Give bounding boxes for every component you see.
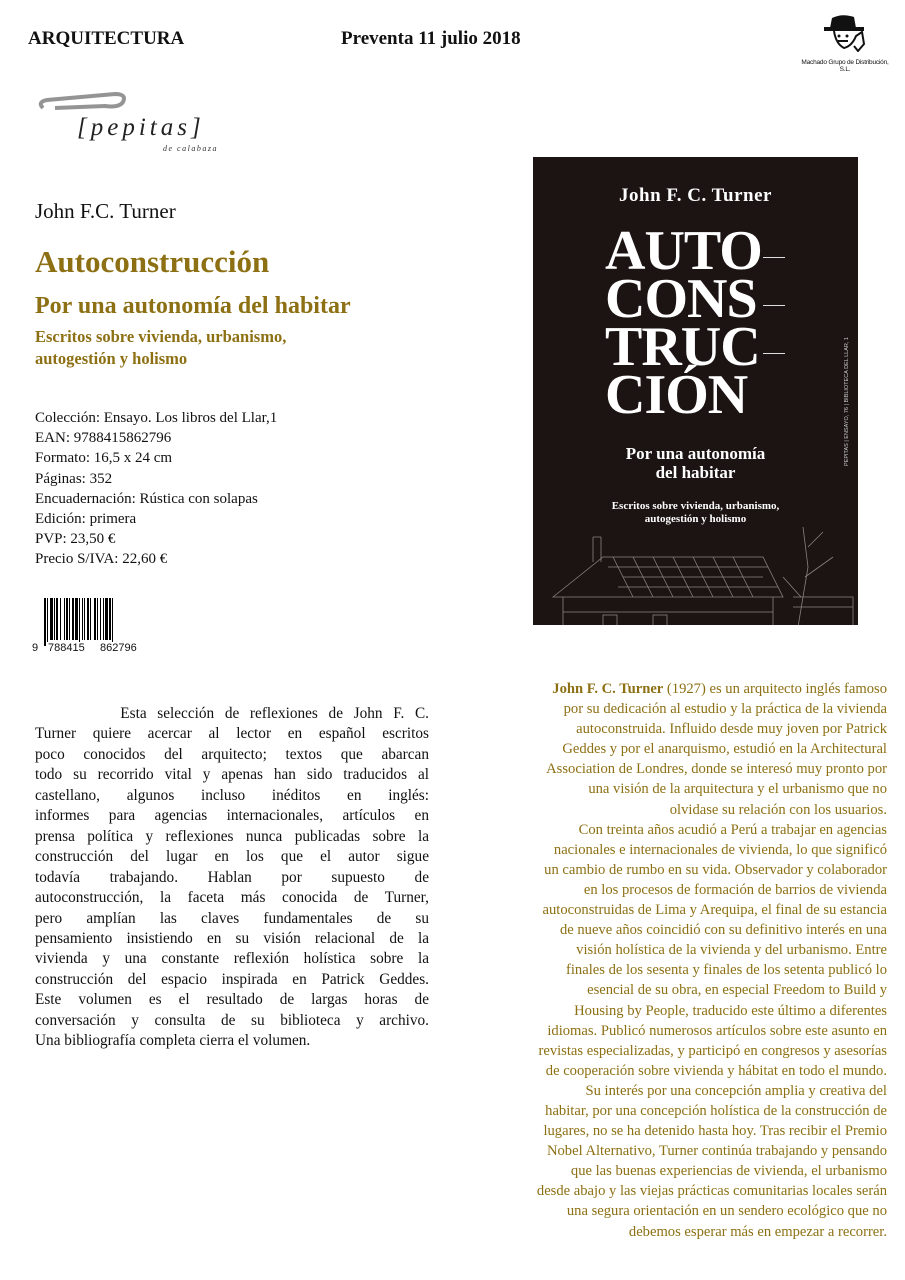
cover-title <box>605 220 762 426</box>
description-line: informes para agencias internacionales, artículos en <box>35 807 429 825</box>
publisher-sub: de calabaza <box>163 144 218 153</box>
bio-line: desde abajo y las viejas prácticas comunitarias locales serán <box>536 1183 887 1200</box>
cover-subsubtitle-line: Escritos sobre vivienda, urbanismo, <box>611 500 780 512</box>
bio-line: revistas especializadas, y participó en congresos y asesorías <box>538 1042 887 1059</box>
bio-line: de nueve años coincidió con su definitivo interés en una <box>559 922 887 939</box>
meta-binding: Encuadernación: Rústica con solapas <box>35 490 258 507</box>
description-line: conversación y consulta de su biblioteca y archivo. <box>35 1011 429 1029</box>
barcode-bar <box>87 598 89 640</box>
bio-line: por su dedicación al estudio y la práctica de la vivienda <box>563 701 887 718</box>
bio-line: que las buenas experiencias de vivienda, el urbanismo <box>570 1163 887 1180</box>
bio-line: autoconstruidas de Lima y Arequipa, el final de su estancia <box>542 902 887 919</box>
bio-line: Su interés por una concepción amplia y creativa del <box>585 1082 887 1099</box>
barcode-bar <box>44 598 46 646</box>
bio-line: nacionales e internacionales de vivienda, lo que significó <box>553 841 887 858</box>
bio-line: finales de los sesenta y finales de los setenta publicó lo <box>566 962 887 979</box>
description-line: construcción del lugar en los que el autor sigue <box>35 848 429 866</box>
bio-line: esencial de su obra, en especial Freedom to Build y <box>587 982 887 999</box>
bio-line: de cooperación sobre vivienda y hábitat en todo el mundo. <box>545 1062 887 1079</box>
distributor-logo <box>800 14 890 73</box>
description-line: todavía trabajando. Hablan por supuesto de <box>35 868 429 886</box>
barcode-bar <box>90 598 91 640</box>
bio-line: olvidase su relación con los usuarios. <box>669 801 887 818</box>
book-author: John F.C. Turner <box>35 199 176 223</box>
barcode-bar <box>82 598 83 640</box>
hyphen-rule <box>763 305 785 306</box>
barcode-bars <box>40 598 160 646</box>
cover-subtitle-line: del habitar <box>655 463 736 482</box>
bio-author-name: John F. C. Turner <box>552 681 664 697</box>
description-line: pensamiento insistiendo en su visión relacional de la <box>35 929 429 947</box>
bio-line: idiomas. Publicó numerosos artículos sobre este asunto en <box>547 1022 887 1039</box>
description-line: castellano, algunos incluso inéditos en inglés: <box>35 786 429 804</box>
meta-pages: Páginas: 352 <box>35 470 113 487</box>
bio-line: Con treinta años acudió a Perú a trabajar en agencias <box>578 821 887 838</box>
cover-title-line: CIÓN <box>605 364 748 426</box>
subsubtitle-line: autogestión y holismo <box>35 349 188 368</box>
barcode-bar <box>66 598 68 640</box>
cover-title-line: TRUC <box>605 316 760 378</box>
barcode-bar <box>94 598 96 640</box>
bio-line: un cambio de rumbo en su vida. Observador y colaborador <box>544 861 887 878</box>
description-line: poco conocidos del arquitecto; textos que abarcan <box>35 745 429 763</box>
book-subtitle: Por una autonomía del habitar <box>35 293 351 319</box>
barcode-digits-left: 788415 <box>48 642 85 654</box>
cover-spine-text: PEPITAS | ENSAYO, 76 | BIBLIOTECA DEL LLAR, 1 <box>844 337 850 467</box>
barcode-bar <box>72 598 74 640</box>
meta-edition: Edición: primera <box>35 511 137 528</box>
author-bio <box>470 679 887 1242</box>
bio-line: una visión de la arquitectura y el urbanismo que no <box>588 781 887 798</box>
bio-line: Association de Londres, donde se interesó muy pronto por <box>546 761 887 778</box>
description-line: Esta selección de reflexiones de John F. C. <box>35 705 429 722</box>
house-illustration <box>533 517 858 625</box>
cover-title-line: AUTO <box>605 220 762 282</box>
publisher-name: [pepitas] <box>77 114 205 141</box>
bio-line: una segura orientación en un sendero ecológico que no <box>566 1203 887 1220</box>
barcode-bar <box>97 598 98 640</box>
category-label: ARQUITECTURA <box>28 28 185 49</box>
barcode-bar <box>54 598 55 640</box>
book-description <box>35 704 429 1052</box>
barcode-bar <box>47 598 48 646</box>
cover-subsubtitle-line: autogestión y holismo <box>644 513 747 525</box>
bio-line: visión holística de la vivienda y del urbanismo. Entre <box>576 942 887 959</box>
meta-price-no-vat: Precio S/IVA: 22,60 € <box>35 551 168 568</box>
barcode-bar <box>79 598 80 646</box>
cover-subtitle-line: Por una autonomía <box>625 444 766 463</box>
meta-collection: Colección: Ensayo. Los libros del Llar,1 <box>35 410 278 426</box>
description-line: todo su recorrido vital y apenas han sido traducidos al <box>35 766 429 784</box>
barcode-digits-right: 862796 <box>100 642 137 654</box>
description-line: vivienda y una constante reflexión holística sobre la <box>35 950 429 968</box>
meta-format: Formato: 16,5 x 24 cm <box>35 450 173 467</box>
bio-line: lugares, no se ha detenido hasta hoy. Tras recibir el Premio <box>543 1123 887 1140</box>
barcode-bar <box>64 598 65 640</box>
barcode-bar <box>60 598 61 640</box>
bio-line: Housing by People, traducido este último a diferentes <box>574 1002 887 1019</box>
barcode-bar <box>56 598 58 640</box>
bio-line: Nobel Alternativo, Turner continúa trabajando y pensando <box>546 1143 887 1160</box>
hat-man-icon <box>822 14 868 52</box>
barcode-bar <box>50 598 53 640</box>
bio-line: habitar, por una concepción holística de la construcción de <box>545 1102 887 1119</box>
publisher-logo <box>35 88 235 154</box>
meta-ean: EAN: 9788415862796 <box>35 430 172 447</box>
description-line: pero amplían las claves fundamentales de su <box>35 909 429 927</box>
distributor-name: Machado Grupo de Distribución, S.L. <box>801 59 889 73</box>
bio-line: en los procesos de formación de barrios de vivienda <box>583 881 887 898</box>
barcode-bar <box>103 598 104 640</box>
description-line: prensa política y reflexiones nunca publicadas sobre la <box>35 827 429 845</box>
description-line: Turner quiere acercar al lector en español escritos <box>35 725 429 743</box>
bio-line: Geddes y por el anarquismo, estudió en la Architectural <box>562 741 887 758</box>
description-line: Una bibliografía completa cierra el volumen. <box>35 1032 311 1050</box>
cover-author: John F. C. Turner <box>619 185 772 206</box>
description-line: autoconstrucción, la faceta más conocida de Turner, <box>35 889 429 907</box>
book-subsubtitle <box>35 326 286 370</box>
hyphen-rule <box>763 353 785 354</box>
barcode-bar <box>84 598 85 640</box>
presale-date: Preventa 11 julio 2018 <box>341 28 521 49</box>
description-line: construcción del espacio inspirada en Patrick Geddes. <box>35 970 429 988</box>
barcode-bar <box>112 598 113 646</box>
subsubtitle-line: Escritos sobre vivienda, urbanismo, <box>35 327 287 346</box>
barcode-bar <box>109 598 111 640</box>
barcode-bar <box>100 598 101 640</box>
cover-subtitle <box>533 444 858 482</box>
book-metadata <box>35 408 277 570</box>
bio-first-line: (1927) es un arquitecto inglés famoso <box>663 681 887 697</box>
hyphen-rule <box>763 257 785 258</box>
barcode-bar <box>75 598 78 640</box>
barcode-digit: 9 <box>32 642 39 654</box>
barcode <box>32 598 160 658</box>
barcode-bar <box>105 598 108 640</box>
book-cover <box>533 157 858 625</box>
bio-line <box>470 679 887 699</box>
description-line: Este volumen es el resultado de largas horas de <box>35 991 429 1009</box>
meta-pvp: PVP: 23,50 € <box>35 531 116 548</box>
bio-line: autoconstruida. Influido desde muy joven por Patrick <box>576 721 887 738</box>
barcode-bar <box>69 598 70 640</box>
book-title: Autoconstrucción <box>35 244 270 279</box>
cover-title-line: CONS <box>605 268 757 330</box>
bio-line: debemos esperar más en empezar a recorrer. <box>628 1223 887 1240</box>
